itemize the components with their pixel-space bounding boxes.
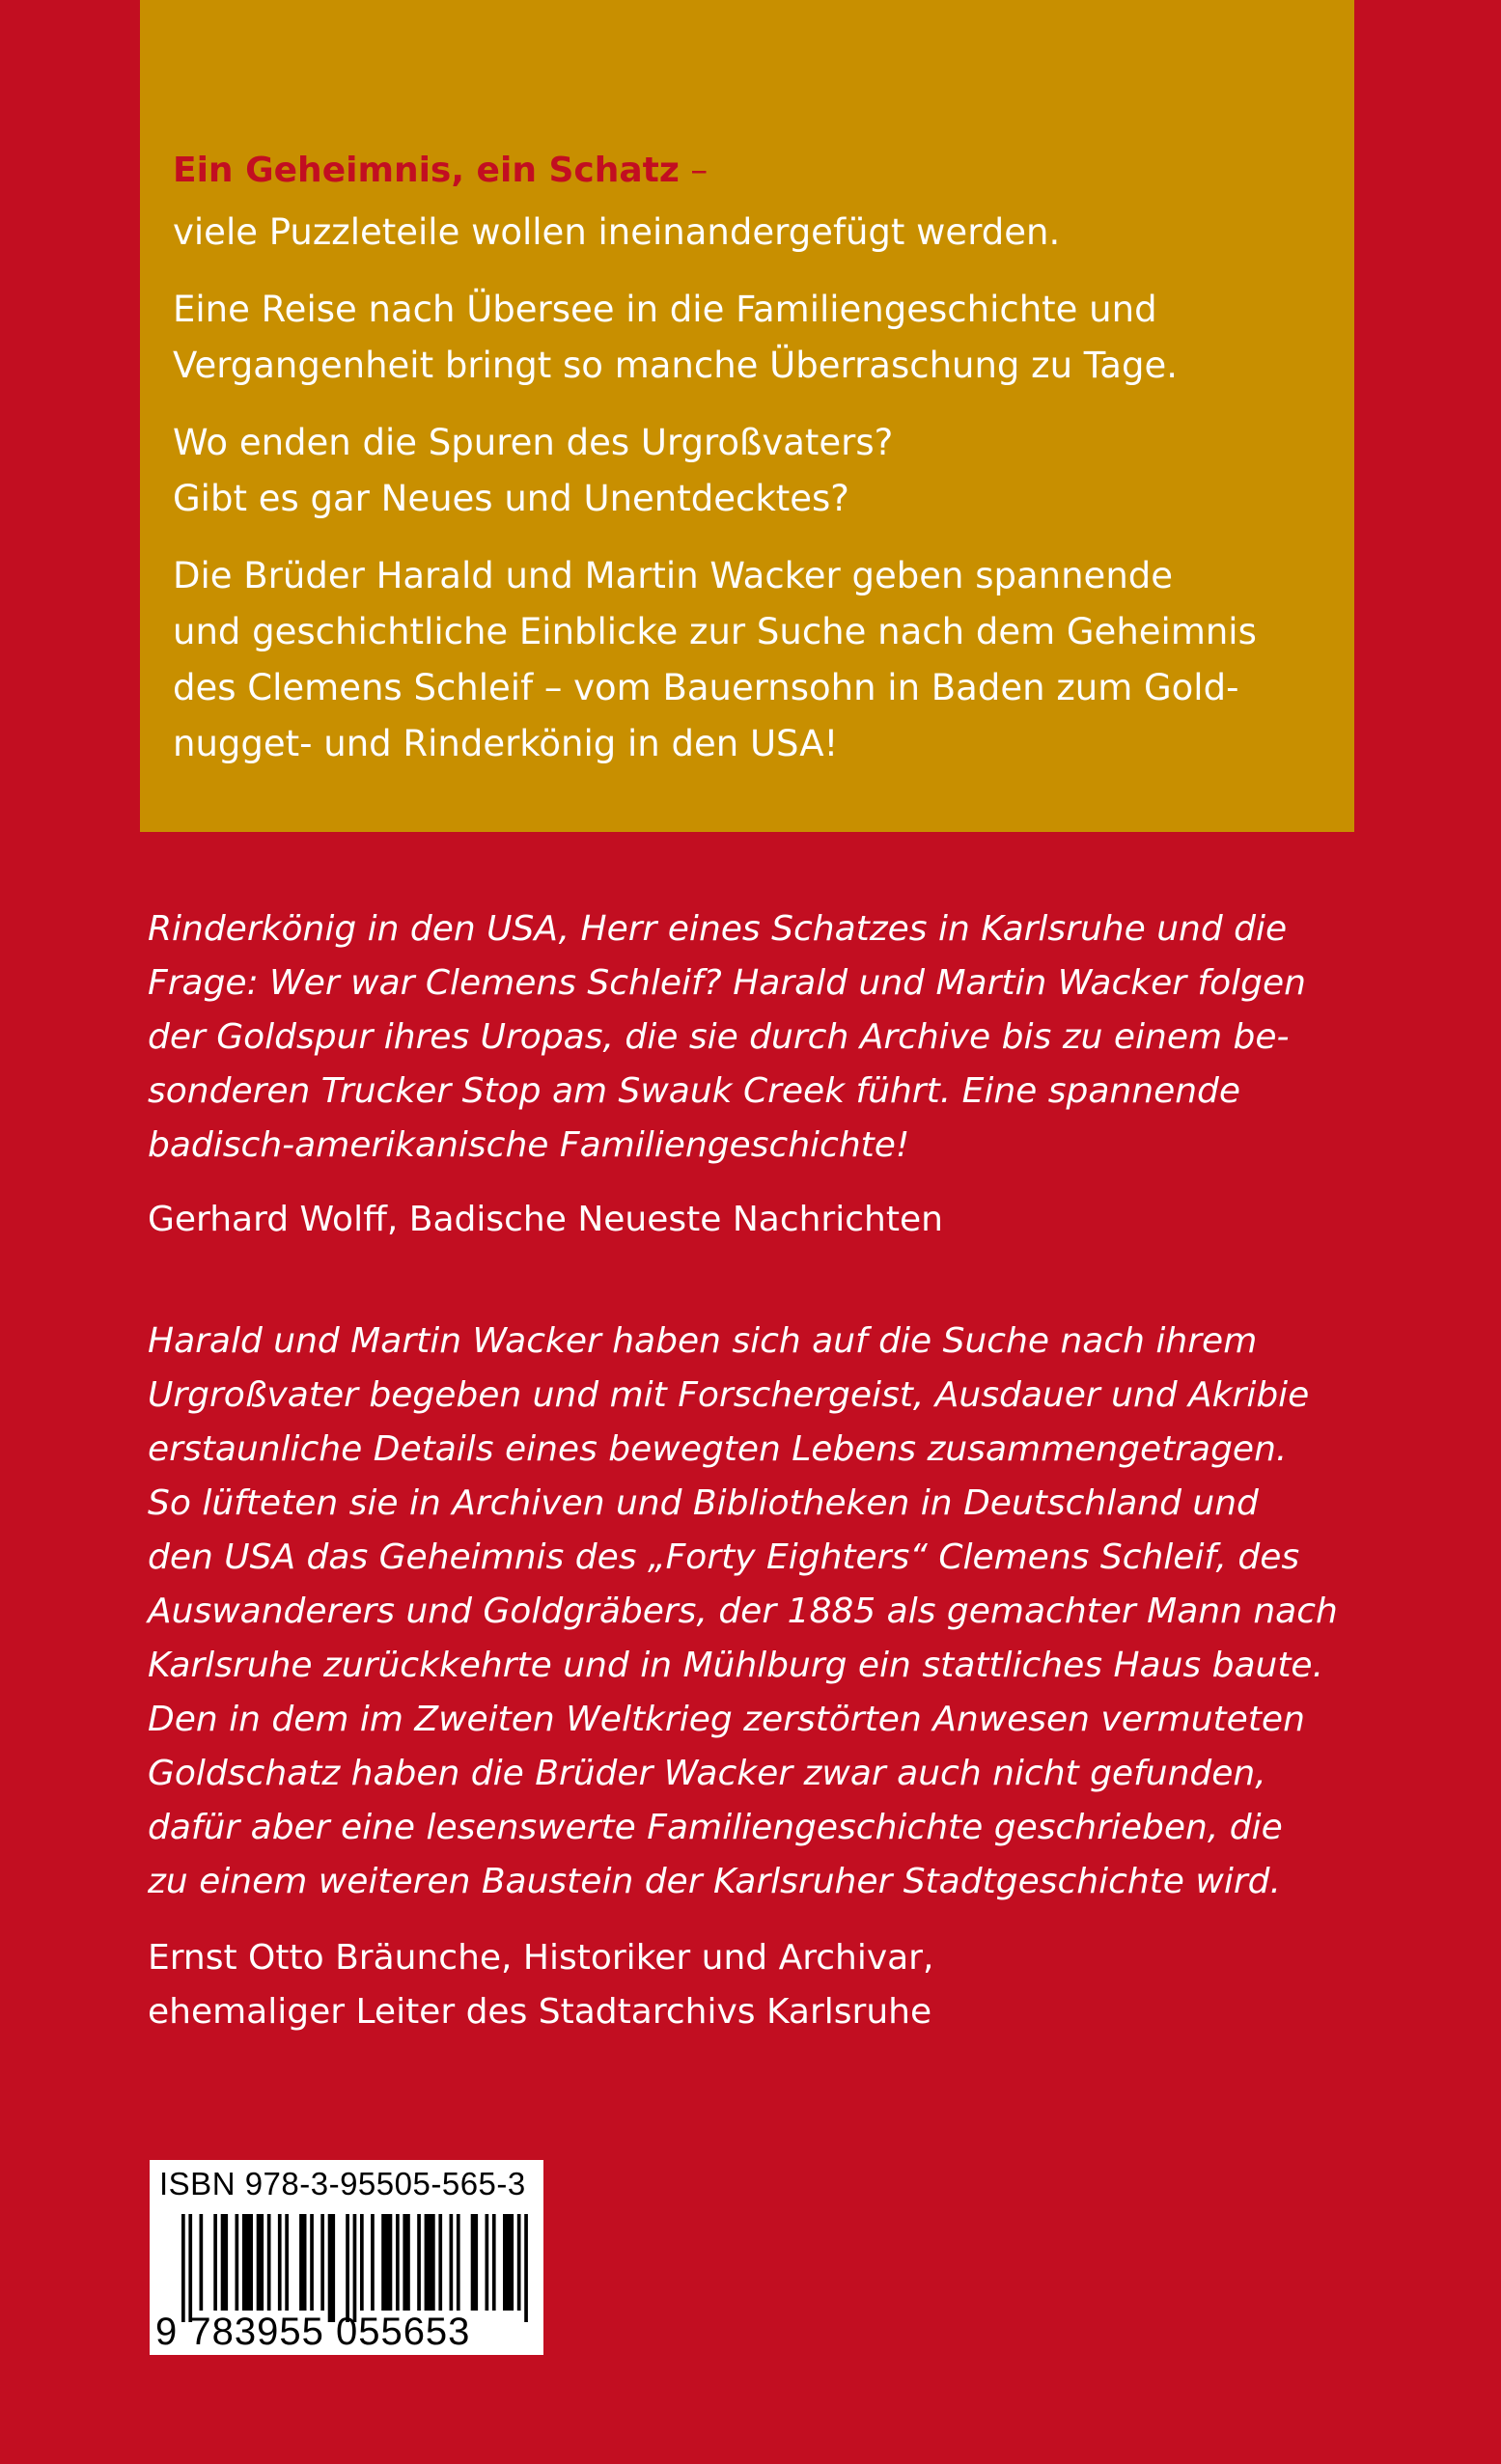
barcode-bar (310, 2214, 314, 2311)
blurb-headline-dash: – (679, 151, 709, 190)
barcode-bar (188, 2214, 192, 2322)
barcode-bar (236, 2214, 239, 2311)
quote-line: der Goldspur ihres Uropas, die sie durch Archive bis zu einem be- (148, 1017, 1290, 1057)
quote-line: zu einem weiteren Baustein der Karlsruher Stadtgeschichte wird. (148, 1862, 1281, 1901)
review-attribution-1 (148, 1193, 943, 1247)
barcode-bar (360, 2214, 364, 2311)
blurb-line: Die Brüder Harald und Martin Wacker geben spannende (173, 555, 1174, 596)
barcode-bar (371, 2214, 375, 2311)
barcode-bar (438, 2214, 442, 2311)
blurb-paragraph-2 (173, 282, 1316, 394)
isbn-label: ISBN 978-3-95505-565-3 (159, 2166, 526, 2201)
barcode-bar (517, 2214, 521, 2311)
quote-line: den USA das Geheimnis des „Forty Eighters“ Clemens Schleif, des (148, 1537, 1300, 1577)
review-quote-1 (148, 902, 1354, 1173)
blurb-line: Vergangenheit bringt so manche Überraschung zu Tage. (173, 345, 1178, 386)
barcode-bar (278, 2214, 282, 2311)
barcode-bar (221, 2214, 228, 2311)
barcode-bar (524, 2214, 528, 2322)
barcode-bar (320, 2214, 324, 2311)
barcode-bar (457, 2214, 460, 2311)
barcode-bar (425, 2214, 435, 2311)
barcode-bar (257, 2214, 264, 2311)
attribution-line: Gerhard Wolff, Badische Neueste Nachrichten (148, 1200, 943, 1239)
barcode-bar (181, 2214, 185, 2322)
blurb-headline-text: Ein Geheimnis, ein Schatz (173, 151, 680, 190)
isbn-barcode (150, 2160, 543, 2355)
blurb-line: des Clemens Schleif – vom Bauernsohn in Baden zum Gold- (173, 667, 1239, 708)
review-quote-2 (148, 1315, 1354, 1909)
barcode-bar (503, 2214, 514, 2311)
quote-line: badisch-amerikanische Familiengeschichte! (148, 1125, 910, 1165)
attribution-line: Ernst Otto Bräunche, Historiker und Archivar, (148, 1938, 934, 1978)
blurb-box (140, 0, 1354, 832)
ean-digits: 9 783955 055653 (155, 2311, 471, 2353)
blurb-line: viele Puzzleteile wollen ineinandergefügt werden. (173, 211, 1061, 253)
review-attribution-2 (148, 1931, 933, 2039)
barcode-bar (299, 2214, 306, 2311)
barcode-bar (403, 2214, 409, 2311)
blurb-paragraph-3 (173, 415, 1316, 527)
barcode-bar (381, 2214, 392, 2311)
blurb-paragraph-4 (173, 548, 1316, 772)
quote-line: erstaunliche Details eines bewegten Lebens zusammengetragen. (148, 1429, 1288, 1469)
barcode-bar (346, 2214, 349, 2322)
barcode-bar (492, 2214, 496, 2311)
quote-line: Auswanderers und Goldgräbers, der 1885 als gemachter Mann nach (148, 1592, 1338, 1631)
quote-line: Frage: Wer war Clemens Schleif? Harald und Martin Wacker folgen (148, 963, 1306, 1003)
quote-line: dafür aber eine lesenswerte Familiengeschichte geschrieben, die (148, 1808, 1283, 1847)
barcode-bar (267, 2214, 271, 2311)
attribution-line: ehemaliger Leiter des Stadtarchivs Karlsruhe (148, 1992, 932, 2032)
quote-line: Harald und Martin Wacker haben sich auf die Suche nach ihrem (148, 1321, 1258, 1361)
quote-line: Den in dem im Zweiten Weltkrieg zerstörten Anwesen vermuteten (148, 1700, 1305, 1739)
barcode-bar (417, 2214, 421, 2311)
barcode-bar (285, 2214, 289, 2311)
barcode-bar (242, 2214, 253, 2311)
blurb-headline (173, 143, 1316, 199)
blurb-line: Wo enden die Spuren des Urgroßvaters? (173, 422, 894, 463)
barcode-bar (396, 2214, 400, 2311)
quote-line: Goldschatz haben die Brüder Wacker zwar auch nicht gefunden, (148, 1754, 1266, 1793)
blurb-line: Eine Reise nach Übersee in die Familiengeschichte und (173, 289, 1157, 330)
quote-line: Karlsruhe zurückkehrte und in Mühlburg ein stattliches Haus baute. (148, 1646, 1324, 1685)
barcode-bar (353, 2214, 357, 2322)
quote-line: So lüfteten sie in Archiven und Bibliotheken in Deutschland und (148, 1483, 1259, 1523)
barcode-bar (200, 2214, 204, 2311)
blurb-line: und geschichtliche Einblicke zur Suche nach dem Geheimnis (173, 611, 1257, 652)
barcode-bar (328, 2214, 335, 2322)
blurb-line: nugget- und Rinderkönig in den USA! (173, 723, 839, 764)
barcode-bar (213, 2214, 217, 2311)
blurb-paragraph-1 (173, 205, 1316, 261)
blurb-line: Gibt es gar Neues und Unentdecktes? (173, 478, 849, 519)
quote-line: sonderen Trucker Stop am Swauk Creek führt. Eine spannende (148, 1071, 1241, 1111)
quote-line: Urgroßvater begeben und mit Forschergeist, Ausdauer und Akribie (148, 1375, 1310, 1415)
barcode-bar (471, 2214, 478, 2311)
quote-line: Rinderkönig in den USA, Herr eines Schatzes in Karlsruhe und die (148, 909, 1288, 949)
barcode-bar (450, 2214, 454, 2311)
barcode-bar (486, 2214, 489, 2311)
